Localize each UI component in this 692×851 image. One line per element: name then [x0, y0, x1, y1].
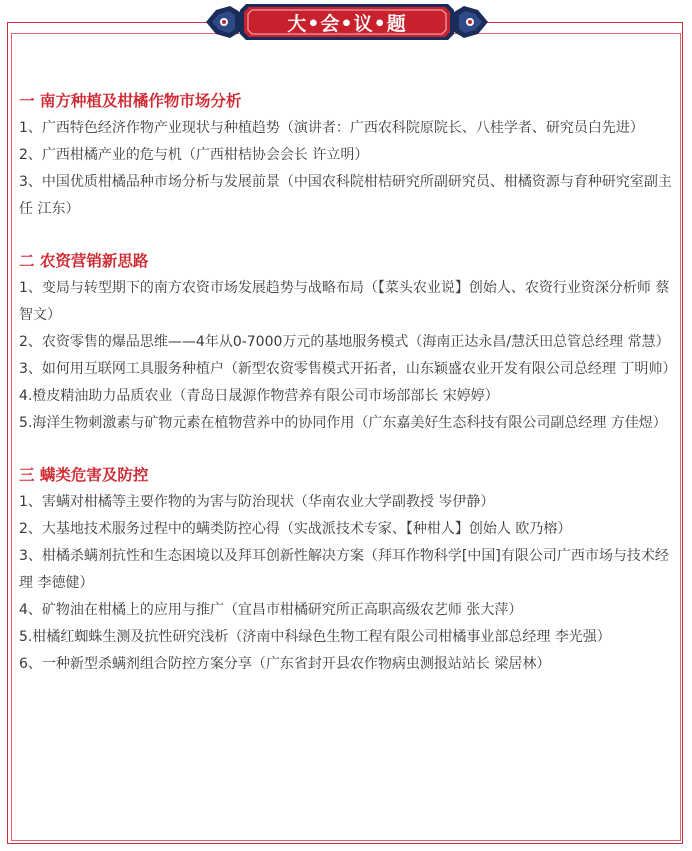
section-heading: 三 螨类危害及防控 [19, 466, 149, 484]
section-heading: 二 农资营销新思路 [19, 252, 149, 270]
agenda-content [19, 88, 675, 678]
agenda-item: 3、中国优质柑橘品种市场分析与发展前景（中国农科院柑桔研究所副研究员、柑橘资源与育种研究室副主任 江东） [19, 174, 672, 217]
agenda-item: 2、农资零售的爆品思维——4年从0-7000万元的基地服务模式（海南正达永昌/慧沃田总管总经理 常慧） [19, 334, 670, 350]
banner-title: 大•会•议•题 [287, 13, 407, 35]
agenda-item: 3、柑橘杀螨剂抗性和生态困境以及拜耳创新性解决方案（拜耳作物科学[中国]有限公司广西市场与技术经理 李德健） [19, 548, 669, 591]
agenda-item: 2、广西柑橘产业的危与机（广西柑桔协会会长 许立明） [19, 147, 369, 163]
agenda-item: 1、害螨对柑橘等主要作物的为害与防治现状（华南农业大学副教授 岑伊静） [19, 494, 495, 510]
agenda-item: 6、一种新型杀螨剂组合防控方案分享（广东省封开县农作物病虫测报站站长 梁居林） [19, 656, 551, 672]
agenda-item: 1、变局与转型期下的南方农资市场发展趋势与战略布局（【菜头农业说】创始人、农资行业资深分析师 蔡智文） [19, 280, 670, 323]
agenda-item: 4.橙皮精油助力品质农业（青岛日晟源作物营养有限公司市场部部长 宋婷婷） [19, 388, 499, 404]
section-heading: 一 南方种植及柑橘作物市场分析 [19, 92, 242, 110]
agenda-item: 5.海洋生物刺激素与矿物元素在植物营养中的协同作用（广东嘉美好生态科技有限公司副总经理 方佳煜） [19, 415, 667, 431]
agenda-section [19, 88, 675, 223]
agenda-section [19, 248, 675, 437]
agenda-item: 2、大基地技术服务过程中的螨类防控心得（实战派技术专家、【种柑人】创始人 欧乃榕） [19, 521, 572, 537]
agenda-item: 4、矿物油在柑橘上的应用与推广（宜昌市柑橘研究所正高职高级农艺师 张大萍） [19, 602, 523, 618]
agenda-item: 3、如何用互联网工具服务种植户（新型农资零售模式开拓者，山东颖盛农业开发有限公司总经理 丁明帅） [19, 361, 677, 377]
agenda-section [19, 462, 675, 678]
title-banner [206, 0, 488, 44]
agenda-item: 1、广西特色经济作物产业现状与种植趋势（演讲者：广西农科院原院长、八桂学者、研究员白先进） [19, 120, 644, 136]
agenda-item: 5.柑橘红蜘蛛生测及抗性研究浅析（济南中科绿色生物工程有限公司柑橘事业部总经理 李光强） [19, 629, 611, 645]
